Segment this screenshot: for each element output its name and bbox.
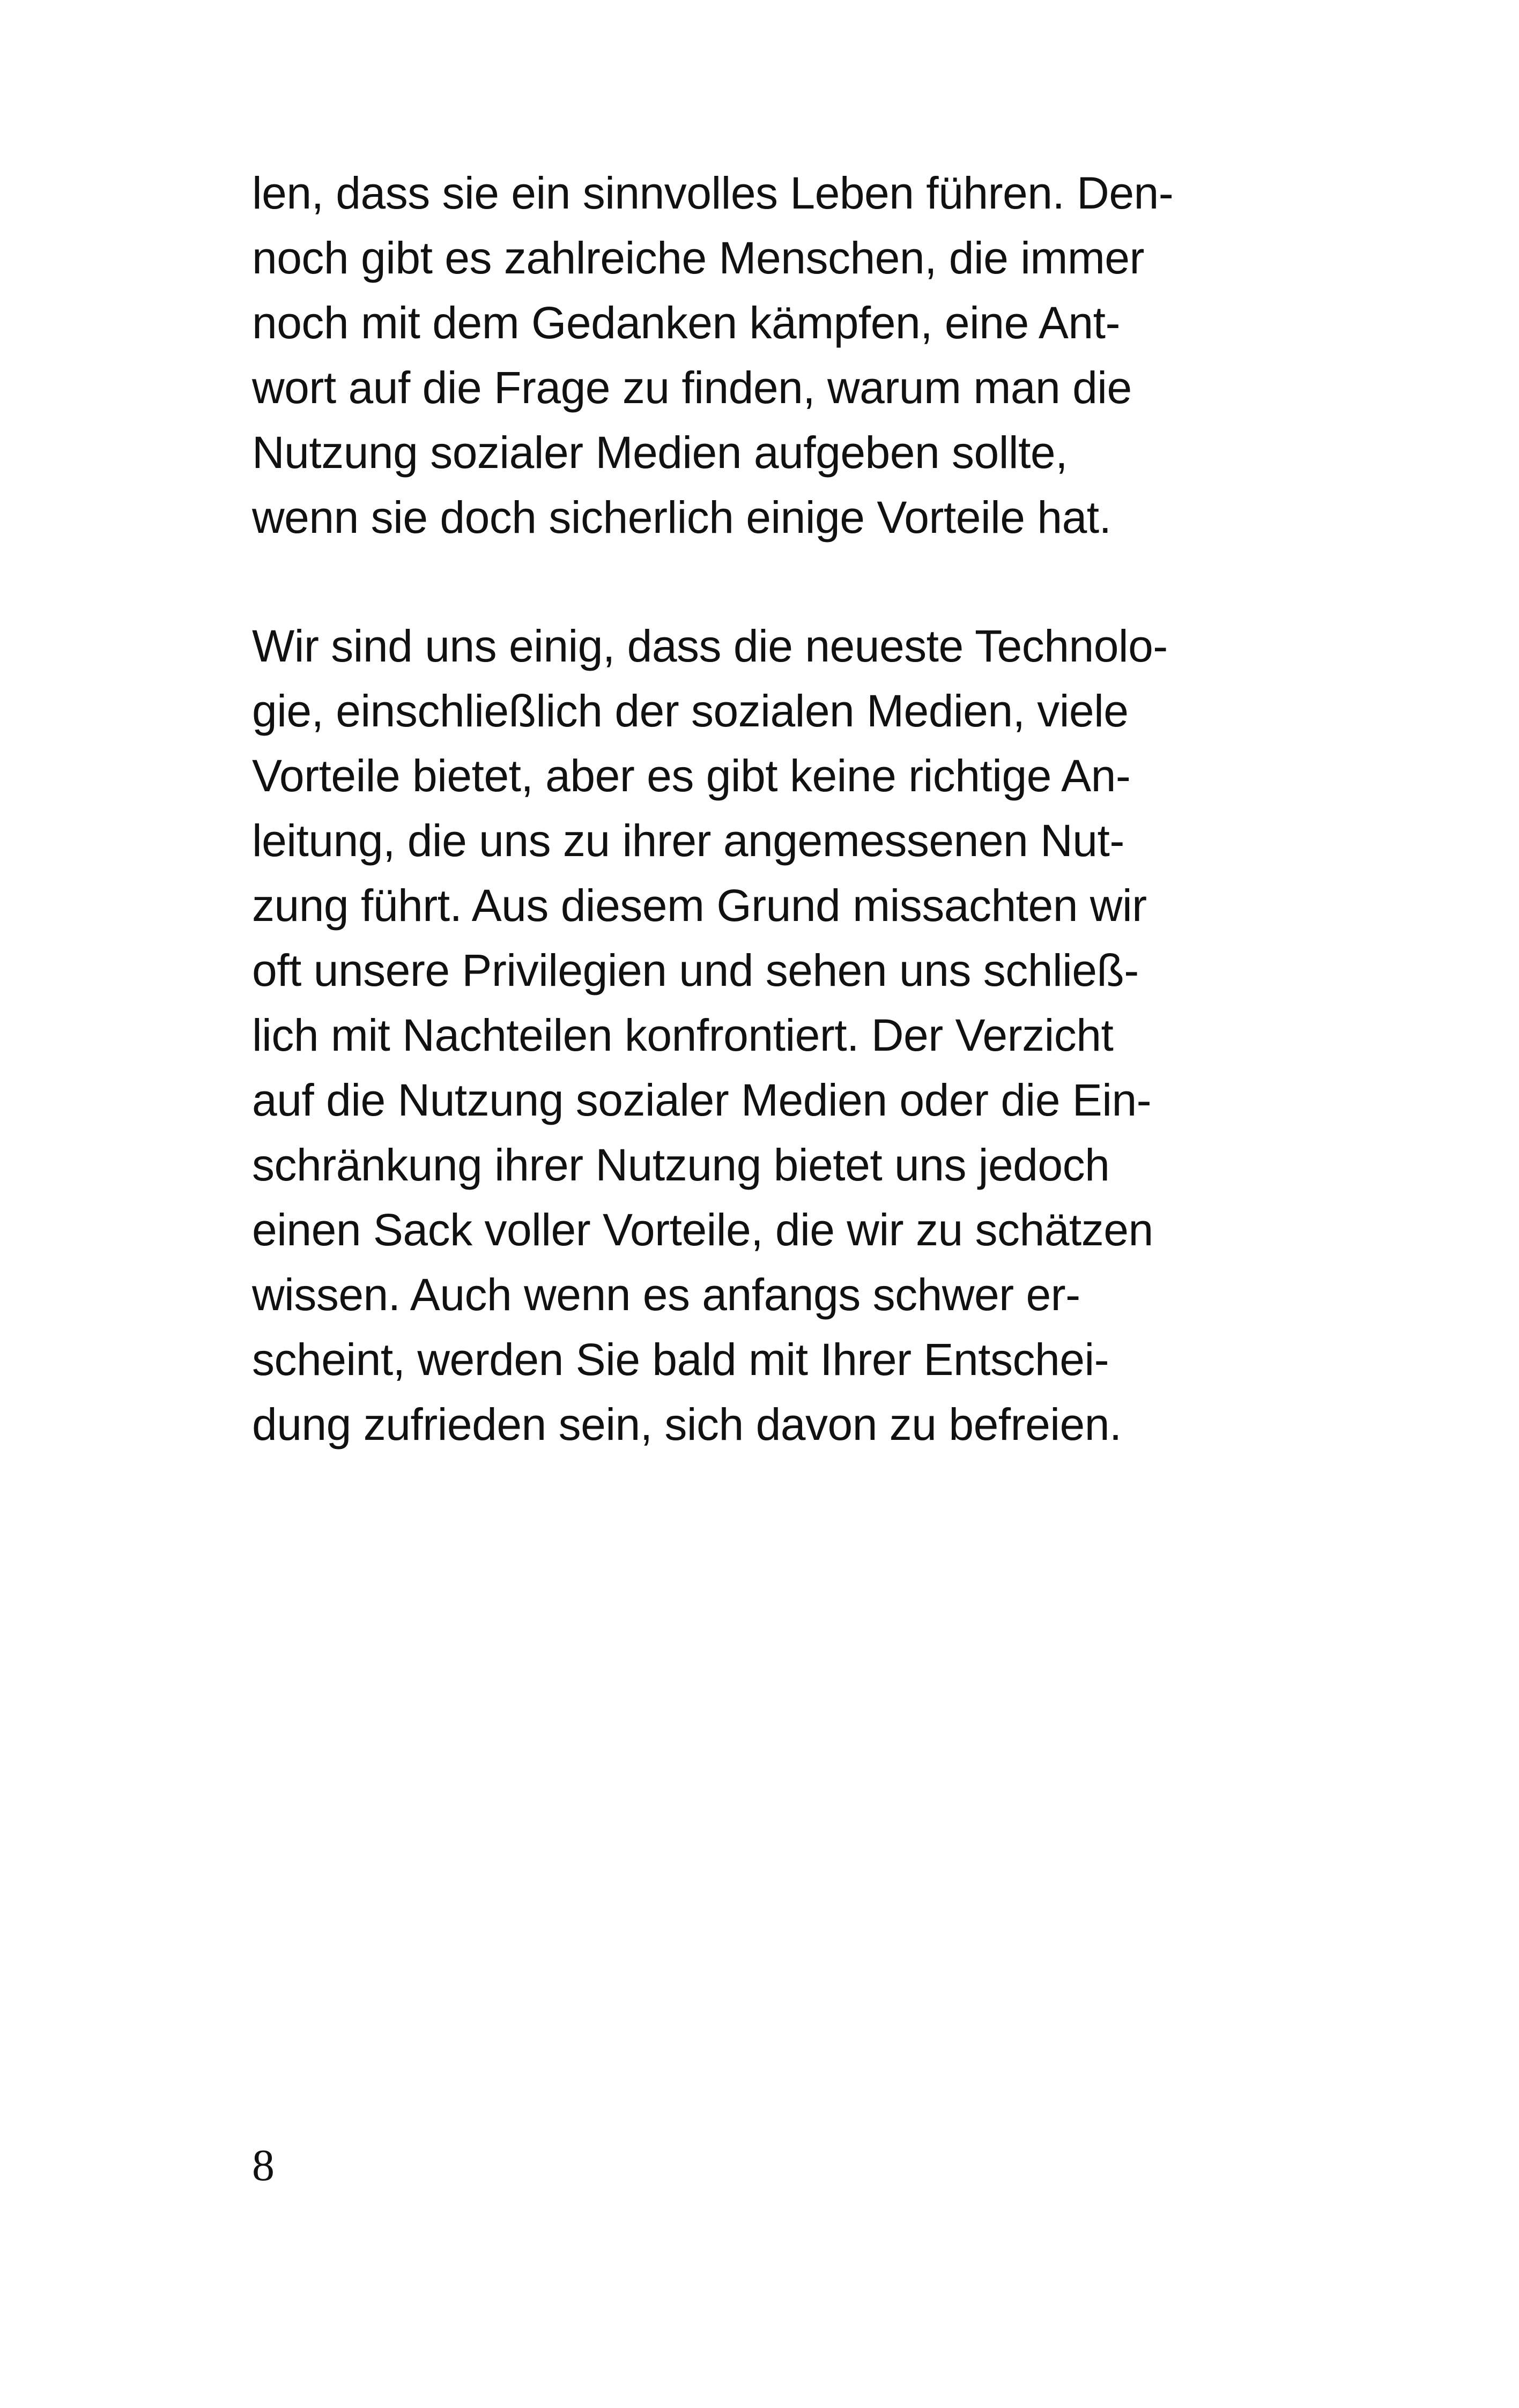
paragraph-line: gie, einschließlich der sozialen Medien, viele (252, 686, 1129, 736)
page-number: 8 (252, 2141, 275, 2190)
paragraph-line: einen Sack voller Vorteile, die wir zu schätzen (252, 1205, 1153, 1255)
paragraph-line: zung führt. Aus diesem Grund missachten wir (252, 880, 1147, 931)
paragraph-line: noch mit dem Gedanken kämpfen, eine Ant- (252, 298, 1120, 348)
paragraph-line: Nutzung sozialer Medien aufgeben sollte, (252, 427, 1068, 478)
paragraph-line: dung zufrieden sein, sich davon zu befreien. (252, 1399, 1122, 1450)
paragraph-line: leitung, die uns zu ihrer angemessenen Nut- (252, 815, 1124, 866)
paragraph-line: schränkung ihrer Nutzung bietet uns jedoch (252, 1140, 1110, 1190)
paragraph-line: len, dass sie ein sinnvolles Leben führen. Den- (252, 168, 1174, 218)
paragraph-line: Wir sind uns einig, dass die neueste Technolo- (252, 621, 1168, 671)
paragraph-line: wissen. Auch wenn es anfangs schwer er- (252, 1269, 1080, 1320)
paragraph-line: Vorteile bietet, aber es gibt keine richtige An- (252, 750, 1131, 801)
paragraph-line: wort auf die Frage zu finden, warum man die (252, 362, 1132, 413)
paragraph-line: lich mit Nachteilen konfrontiert. Der Verzicht (252, 1010, 1114, 1060)
paragraph-line: scheint, werden Sie bald mit Ihrer Entschei- (252, 1334, 1109, 1385)
paragraph-2 (252, 614, 1271, 1457)
paragraph-1 (252, 161, 1271, 550)
paragraph-line: noch gibt es zahlreiche Menschen, die immer (252, 233, 1144, 283)
paragraph-line: oft unsere Privilegien und sehen uns schließ- (252, 945, 1139, 995)
paragraph-line: wenn sie doch sicherlich einige Vorteile hat. (252, 492, 1112, 542)
paragraph-line: auf die Nutzung sozialer Medien oder die Ein- (252, 1075, 1152, 1125)
